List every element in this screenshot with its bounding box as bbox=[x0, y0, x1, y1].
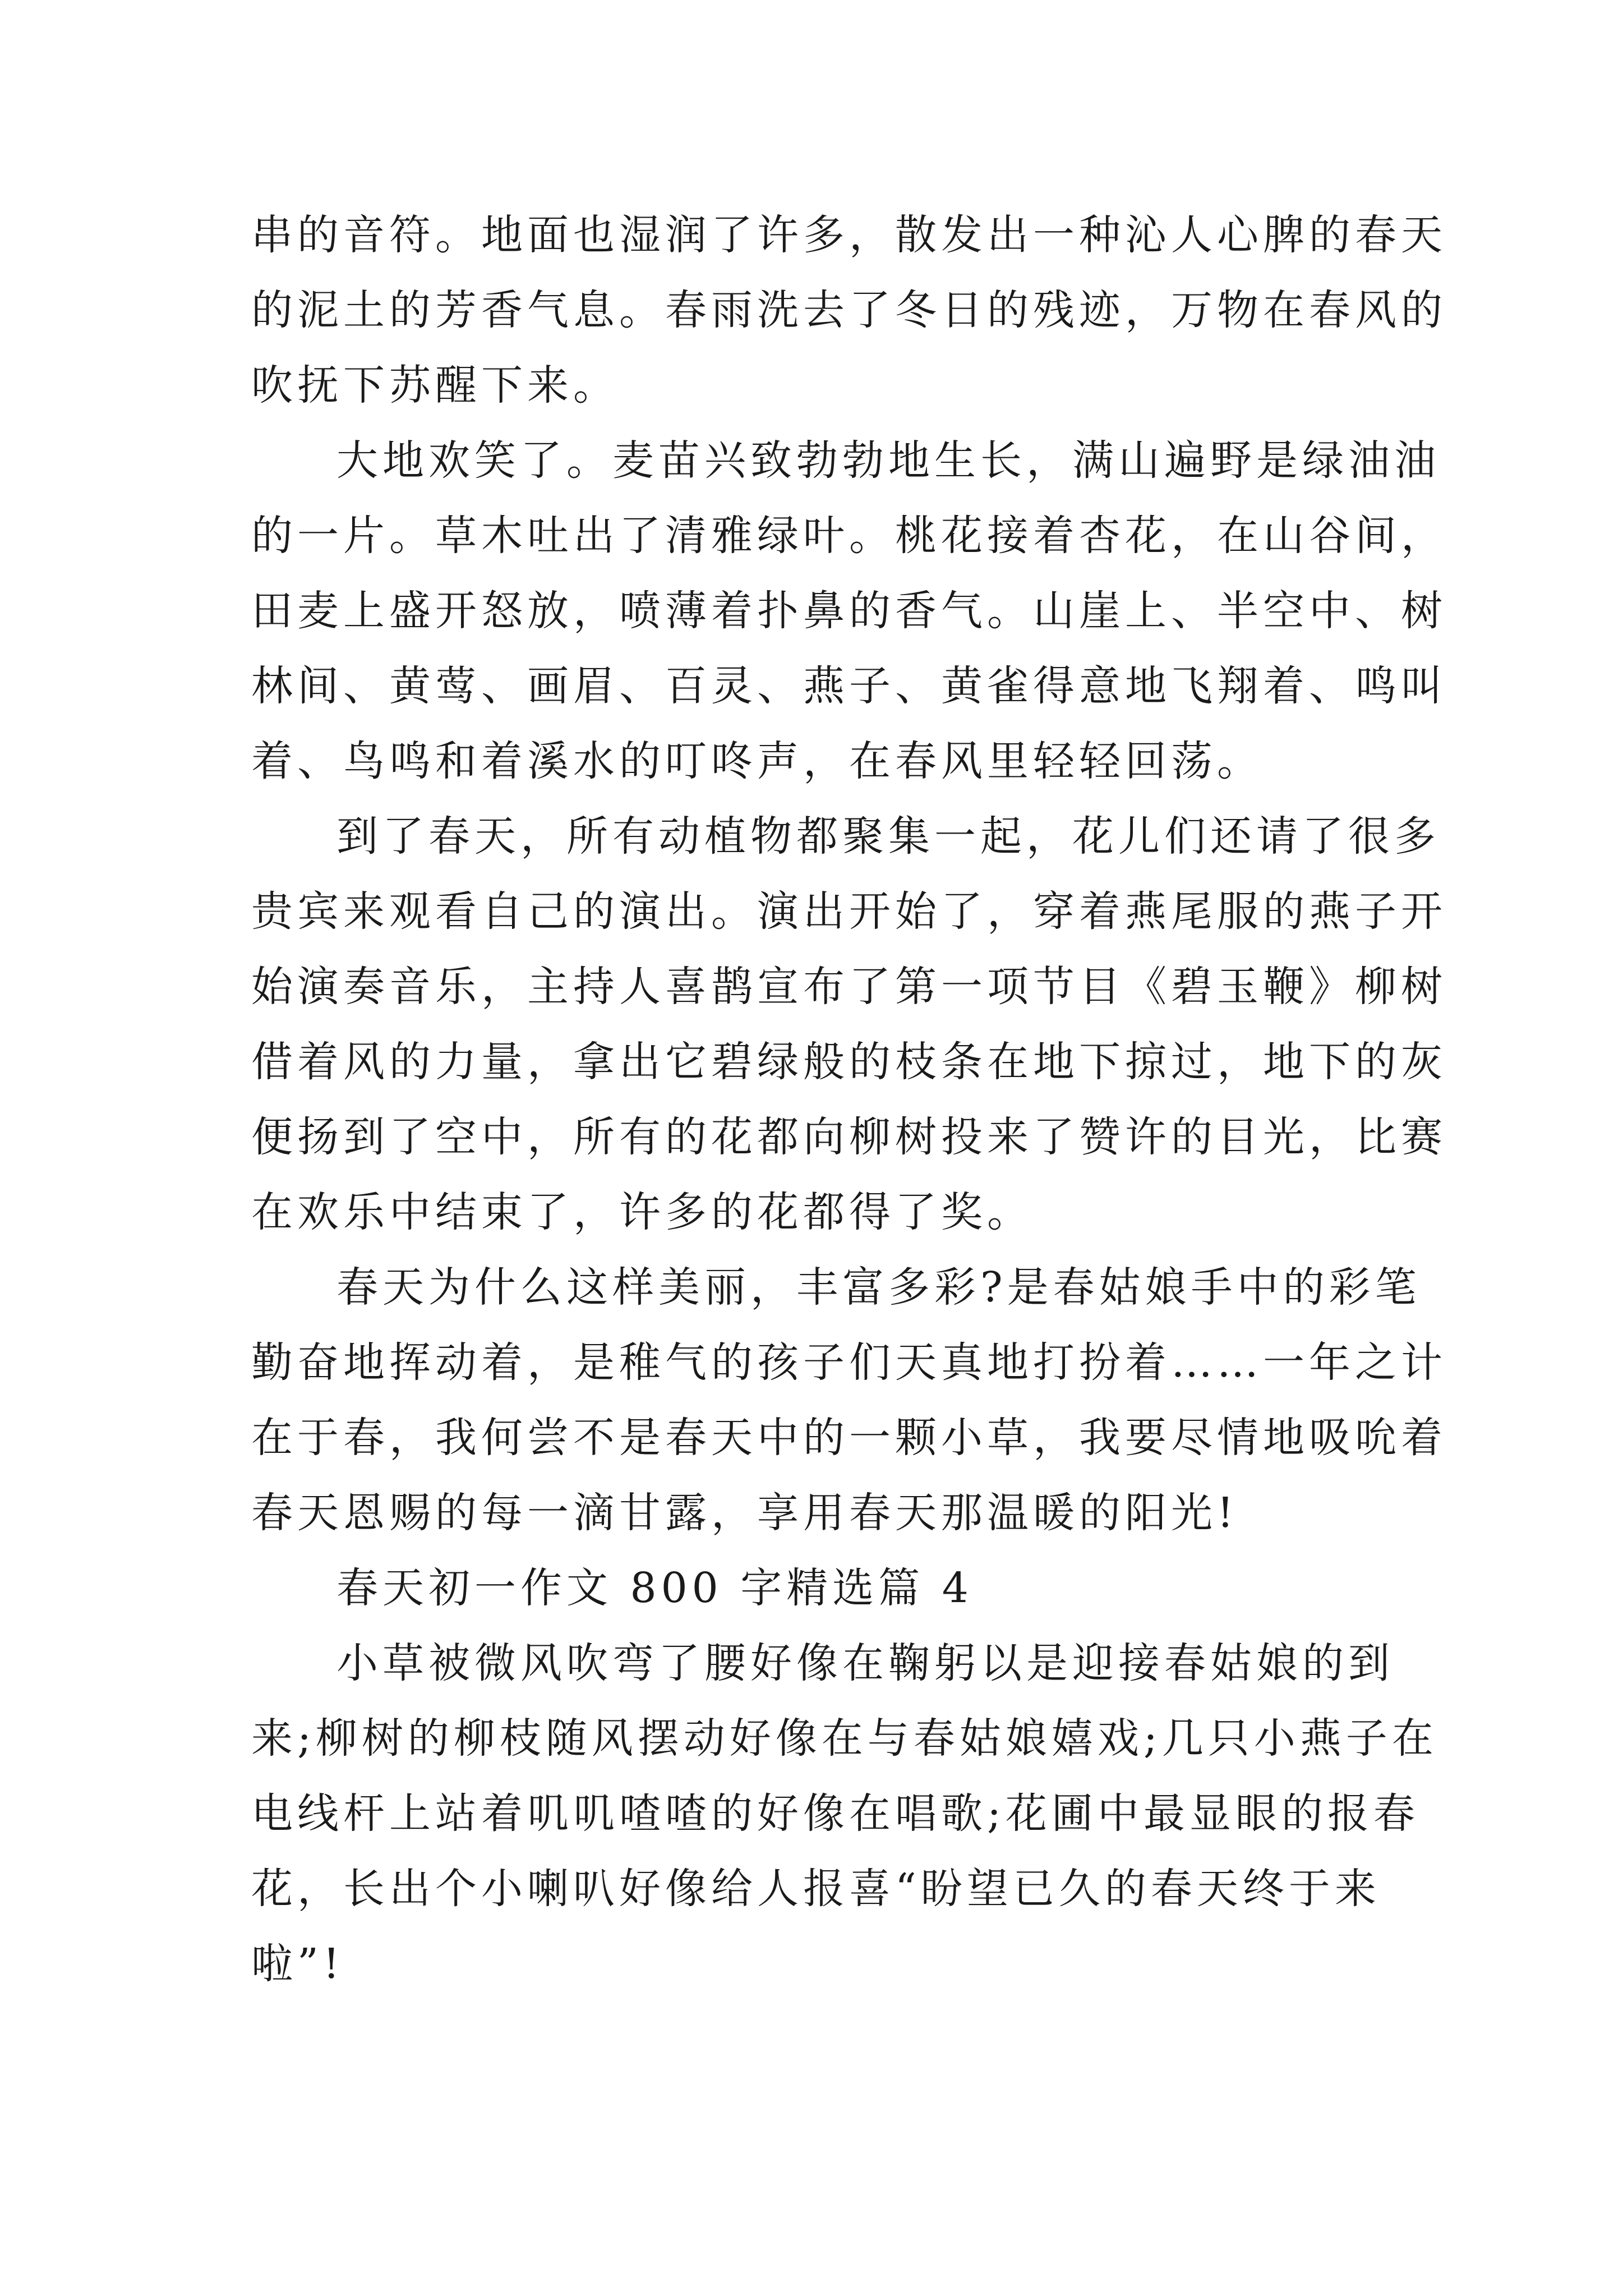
text-line: 电线杆上站着叽叽喳喳的好像在唱歌;花圃中最显眼的报春 bbox=[251, 1789, 1419, 1838]
paragraph-first-line: 到了春天，所有动植物都聚集一起，花儿们还请了很多 bbox=[336, 812, 1440, 861]
paragraph-first-line: 大地欢笑了。麦苗兴致勃勃地生长，满山遍野是绿油油 bbox=[336, 436, 1440, 485]
text-line: 贵宾来观看自己的演出。演出开始了，穿着燕尾服的燕子开 bbox=[251, 887, 1447, 936]
text-line: 花，长出个小喇叭好像给人报喜“盼望已久的春天终于来 bbox=[251, 1865, 1381, 1913]
text-line: 吹抚下苏醒下来。 bbox=[251, 361, 619, 409]
document-body bbox=[251, 197, 1447, 2001]
text-line: 在欢乐中结束了，许多的花都得了奖。 bbox=[251, 1188, 1033, 1236]
text-line: 便扬到了空中，所有的花都向柳树投来了赞许的目光，比赛 bbox=[251, 1113, 1447, 1161]
text-line: 勤奋地挥动着，是稚气的孩子们天真地打扮着……一年之计 bbox=[251, 1338, 1447, 1387]
text-line: 串的音符。地面也湿润了许多，散发出一种沁人心脾的春天 bbox=[251, 211, 1447, 259]
text-line: 在于春，我何尝不是春天中的一颗小草，我要尽情地吸吮着 bbox=[251, 1414, 1447, 1462]
text-line: 的一片。草木吐出了清雅绿叶。桃花接着杏花，在山谷间， bbox=[251, 512, 1447, 560]
text-line: 春天恩赐的每一滴甘露，享用春天那温暖的阳光! bbox=[251, 1489, 1238, 1537]
text-line: 着、鸟鸣和着溪水的叮咚声，在春风里轻轻回荡。 bbox=[251, 737, 1263, 785]
text-line: 啦”! bbox=[251, 1940, 344, 1988]
paragraph-first-line: 春天为什么这样美丽，丰富多彩?是春姑娘手中的彩笔 bbox=[336, 1263, 1421, 1312]
text-line: 的泥土的芳香气息。春雨洗去了冬日的残迹，万物在春风的 bbox=[251, 286, 1447, 334]
text-line: 借着风的力量，拿出它碧绿般的枝条在地下掠过，地下的灰 bbox=[251, 1038, 1447, 1086]
paragraph-first-line: 小草被微风吹弯了腰好像在鞠躬以是迎接春姑娘的到 bbox=[336, 1639, 1394, 1687]
text-line: 来;柳树的柳枝随风摆动好像在与春姑娘嬉戏;几只小燕子在 bbox=[251, 1714, 1438, 1763]
text-line: 田麦上盛开怒放，喷薄着扑鼻的香气。山崖上、半空中、树 bbox=[251, 587, 1447, 635]
section-heading: 春天初一作文 800 字精选篇 4 bbox=[336, 1564, 973, 1612]
text-line: 始演奏音乐，主持人喜鹊宣布了第一项节目《碧玉鞭》柳树 bbox=[251, 963, 1447, 1011]
text-line: 林间、黄莺、画眉、百灵、燕子、黄雀得意地飞翔着、鸣叫 bbox=[251, 662, 1447, 710]
